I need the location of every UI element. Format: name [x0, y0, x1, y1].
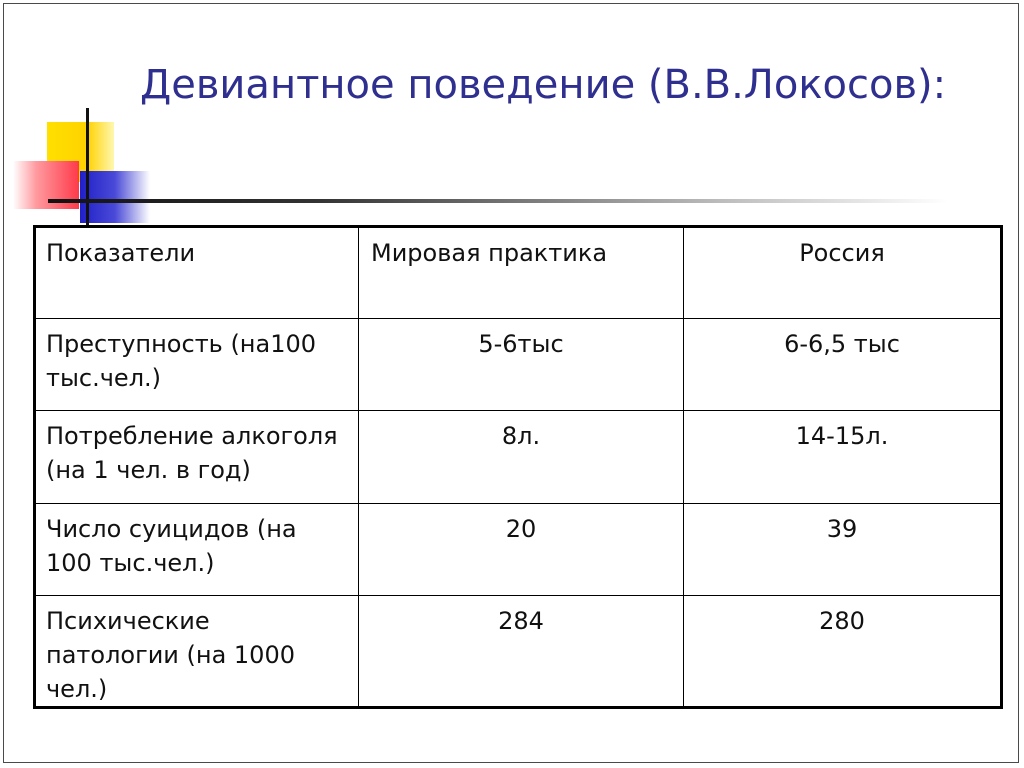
- cell-world: 5-6тыс: [359, 319, 684, 411]
- data-table: [33, 225, 1003, 709]
- row-label: Психические патологии (на 1000 чел.): [35, 595, 359, 707]
- table-header-row: [35, 227, 1002, 319]
- table-row: [35, 503, 1002, 595]
- column-header-indicators: Показатели: [35, 227, 359, 319]
- row-label: Число суицидов (на 100 тыс.чел.): [35, 503, 359, 595]
- cell-russia: 39: [684, 503, 1002, 595]
- decorative-blue-square: [80, 171, 150, 223]
- cell-russia: 6-6,5 тыс: [684, 319, 1002, 411]
- table-row: [35, 595, 1002, 707]
- cell-russia: 14-15л.: [684, 411, 1002, 503]
- slide-title: Девиантное поведение (В.В.Локосов):: [140, 62, 947, 108]
- table-row: [35, 319, 1002, 411]
- cell-world: 8л.: [359, 411, 684, 503]
- column-header-world: Мировая практика: [359, 227, 684, 319]
- cell-russia: 280: [684, 595, 1002, 707]
- cell-world: 284: [359, 595, 684, 707]
- cell-world: 20: [359, 503, 684, 595]
- table-row: [35, 411, 1002, 503]
- title-underline: [48, 199, 948, 203]
- row-label: Преступность (на100 тыс.чел.): [35, 319, 359, 411]
- decorative-vertical-line: [86, 108, 89, 226]
- column-header-russia: Россия: [684, 227, 1002, 319]
- row-label: Потребление алкоголя (на 1 чел. в год): [35, 411, 359, 503]
